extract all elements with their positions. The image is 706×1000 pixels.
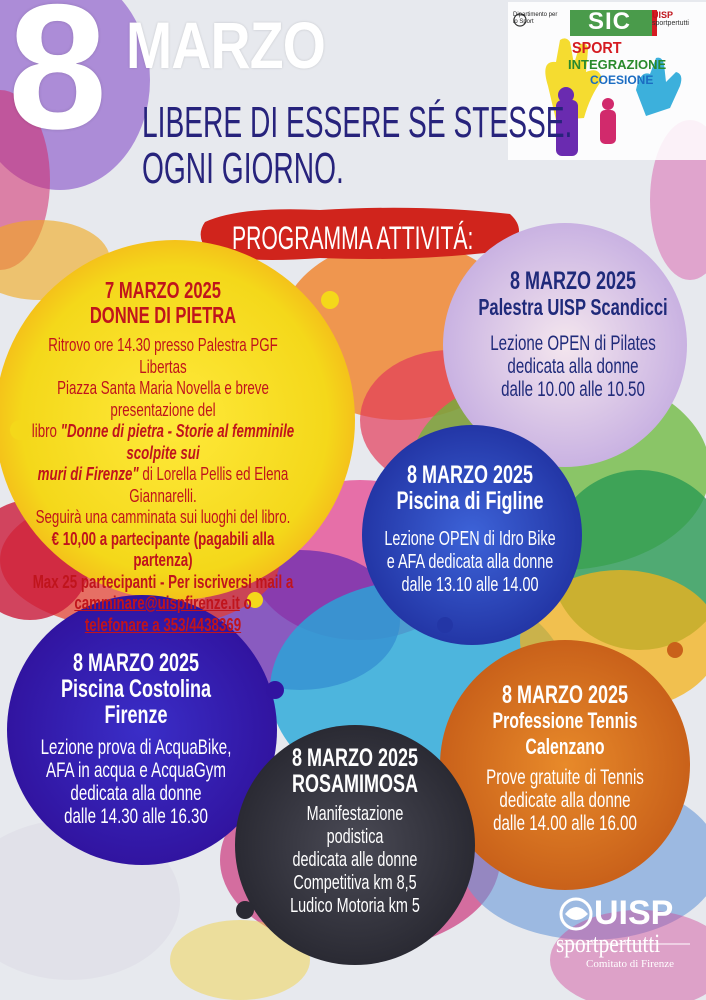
sic-logo-coesione: COESIONE — [590, 73, 654, 87]
event-line: Manifestazione podistica — [306, 803, 404, 848]
event-description — [477, 332, 669, 401]
event-tennis-calenzano — [461, 682, 670, 835]
event-donne-di-pietra — [31, 278, 295, 635]
program-title: PROGRAMMA ATTIVITÁ: — [232, 220, 474, 256]
event-line: dedicata alle donne — [292, 849, 418, 871]
uisp-brand: UISP — [594, 894, 674, 932]
event-line: AFA in acqua e AcquaGym — [46, 759, 226, 782]
event-line: € 10,00 a partecipante (pagabili alla partenza) — [51, 527, 275, 570]
event-line: Max 25 partecipanti - Per iscriversi mail a — [32, 570, 294, 592]
sport-department-logo-text: Dipartimento per lo Sport — [513, 12, 558, 25]
event-description — [374, 528, 567, 597]
event-title: Palestra UISP Scandicci — [478, 294, 668, 320]
event-line — [31, 420, 295, 463]
event-description — [461, 766, 670, 835]
event-line: dalle 13.10 alle 14.00 — [401, 574, 539, 596]
event-line: Ludico Motoria km 5 — [290, 895, 420, 917]
event-line: dedicate alla donne — [499, 789, 631, 812]
uisp-small-tagline: sportpertutti — [652, 20, 689, 27]
event-line: Competitiva km 8,5 — [293, 872, 417, 894]
event-title: Piscina di Figline — [396, 487, 544, 515]
event-line — [31, 463, 295, 506]
email-link[interactable]: camminare@uispfirenze.it — [74, 592, 240, 613]
event-line: dalle 10.00 alle 10.50 — [501, 378, 645, 401]
book-title-end: muri di Firenze" — [37, 463, 139, 484]
event-date: 7 MARZO 2025 — [105, 277, 221, 303]
event-text: di Lorella Pellis ed Elena Giannarelli. — [129, 463, 289, 506]
event-description — [31, 334, 295, 635]
event-line: Prove gratuite di Tennis — [486, 766, 644, 789]
event-costolina — [35, 650, 237, 828]
event-title: ROSAMIMOSA — [292, 770, 418, 798]
event-line: dalle 14.00 alle 16.00 — [493, 812, 637, 835]
event-line: Ritrovo ore 14.30 presso Palestra PGF Libertas — [48, 334, 278, 377]
event-date: 8 MARZO 2025 — [291, 744, 419, 772]
event-line: dedicata alla donne — [70, 782, 202, 805]
event-line: Piazza Santa Maria Novella e breve presentazione del — [57, 377, 269, 420]
book-title: "Donne di pietra - Storie al femminile scolpite sui — [60, 420, 295, 463]
sic-logo-integrazione: INTEGRAZIONE — [568, 57, 667, 72]
event-figline — [374, 462, 567, 597]
event-line: Lezione OPEN di Pilates — [490, 332, 656, 355]
event-line: Lezione prova di AcquaBike, — [40, 736, 232, 759]
phone-link[interactable]: telefonare a 353/4438369 — [84, 613, 242, 635]
event-title: DONNE DI PIETRA — [89, 302, 237, 328]
event-scandicci — [477, 268, 669, 401]
uisp-tagline: sportpertutti — [556, 929, 661, 958]
event-title: Piscina Costolina Firenze — [60, 675, 212, 729]
event-date: 8 MARZO 2025 — [509, 267, 637, 295]
sic-logo-sport: SPORT — [572, 40, 622, 57]
event-text: o — [239, 592, 252, 613]
slogan-line-1: LIBERE DI ESSERE SÉ STESSE. — [142, 98, 573, 147]
event-line: Seguirà una camminata sui luoghi del libro. — [35, 506, 291, 527]
event-title: Professione Tennis Calenzano — [492, 708, 638, 759]
uisp-committee: Comitato di Firenze — [586, 958, 674, 970]
uisp-footer-logo — [556, 896, 696, 970]
event-date: 8 MARZO 2025 — [501, 681, 629, 709]
event-rosamimosa — [279, 745, 430, 918]
event-line: dedicata alla donne — [507, 355, 639, 378]
sic-logo-title: SIC — [588, 8, 632, 35]
event-date: 8 MARZO 2025 — [406, 461, 534, 489]
event-description — [35, 736, 237, 828]
event-date: 8 MARZO 2025 — [72, 649, 200, 677]
uisp-small-label: UISP — [652, 10, 674, 20]
event-line: dalle 14.30 alle 16.30 — [64, 805, 208, 828]
event-line: Lezione OPEN di Idro Bike — [384, 528, 556, 550]
event-line — [31, 592, 295, 614]
uisp-small-logo — [652, 10, 689, 27]
slogan-line-2: OGNI GIORNO. — [142, 144, 344, 193]
month-title: MARZO — [126, 8, 326, 82]
event-line: e AFA dedicata alla donne — [386, 551, 554, 573]
day-number: 8 — [8, 0, 101, 166]
event-text: libro — [31, 420, 61, 441]
event-description — [279, 803, 430, 918]
